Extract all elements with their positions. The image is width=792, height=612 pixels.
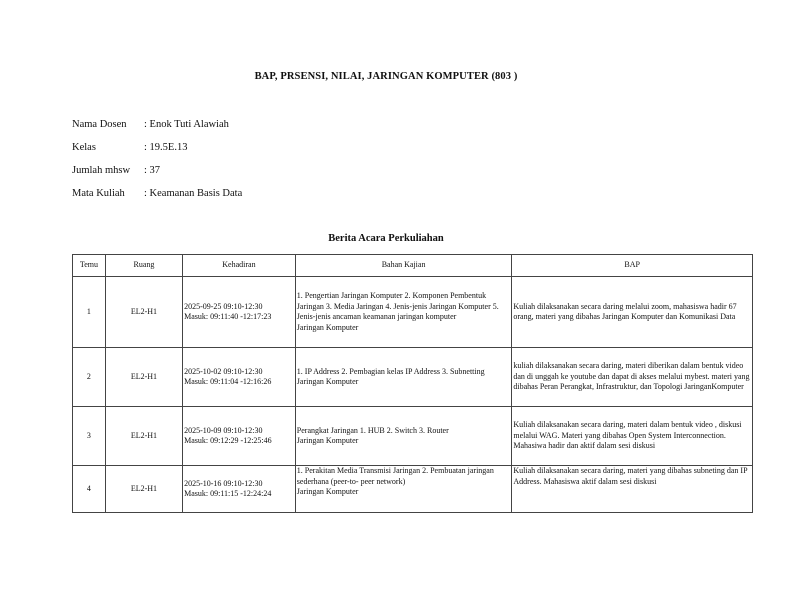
- cell-temu: 2: [73, 348, 106, 407]
- cell-ruang: EL2-H1: [105, 466, 182, 513]
- table-row: [73, 277, 753, 348]
- cell-bahan-kajian: [295, 277, 512, 348]
- document-title: BAP, PRSENSI, NILAI, JARINGAN KOMPUTER (803 ): [254, 71, 518, 82]
- info-label: Jumlah mhsw: [72, 165, 131, 176]
- kehadiran-masuk: Masuk: 09:11:04 -12:16:26: [184, 377, 272, 386]
- table-row: [73, 407, 753, 466]
- bahan-text: 1. Perakitan Media Transmisi Jaringan 2. Pembuatan jaringan sederhana (peer-to- peer network): [296, 466, 494, 486]
- header-bap: BAP: [512, 255, 753, 277]
- header-kehadiran: Kehadiran: [183, 255, 296, 277]
- info-row-dosen: [72, 119, 229, 130]
- cell-kehadiran: [183, 466, 296, 513]
- bahan-subject: Jaringan Komputer: [296, 487, 359, 496]
- info-label: Kelas: [72, 142, 96, 153]
- cell-ruang: EL2-H1: [105, 407, 182, 466]
- table-header-row: [73, 255, 753, 277]
- cell-bap: kuliah dilaksanakan secara daring, materi diberikan dalam bentuk video dan di unggah ke youtube dan dapat di akses melalui mybest. materi yang dibahas Peran Perangkat, Infrastruktur, dan Topologi JaringanKomputer: [512, 348, 753, 407]
- cell-bap: Kuliah dilaksanakan secara daring, materi dalam bentuk video , diskusi melalui WAG. Materi yang dibahas Open System Interconnection. Mahasiwa hadir dan aktif dalam sesi diskusi: [512, 407, 753, 466]
- kehadiran-jadwal: 2025-10-09 09:10-12:30: [184, 425, 263, 435]
- info-value: : 19.5E.13: [144, 142, 188, 153]
- header-temu: Temu: [73, 255, 106, 277]
- info-row-jumlah: [72, 165, 160, 176]
- kehadiran-masuk: Masuk: 09:11:15 -12:24:24: [184, 489, 272, 498]
- cell-temu: 3: [73, 407, 106, 466]
- kehadiran-jadwal: 2025-10-16 09:10-12:30: [184, 478, 263, 488]
- cell-bap: Kuliah dilaksanakan secara daring, materi yang dibahas subneting dan IP Address. Mahasiswa aktif dalam sesi diskusi: [512, 466, 753, 513]
- kehadiran-jadwal: 2025-09-25 09:10-12:30: [184, 301, 263, 311]
- cell-kehadiran: [183, 277, 296, 348]
- cell-bap: Kuliah dilaksanakan secara daring melalui zoom, mahasiswa hadir 67 orang, materi yang dibahas Jaringan Komputer dan Komunikasi Data: [512, 277, 753, 348]
- header-bahan-kajian: Bahan Kajian: [295, 255, 512, 277]
- table-row: [73, 466, 753, 513]
- cell-temu: 1: [73, 277, 106, 348]
- info-value: : Enok Tuti Alawiah: [144, 119, 229, 130]
- cell-bahan-kajian: [295, 407, 512, 466]
- kehadiran-masuk: Masuk: 09:11:40 -12:17:23: [184, 312, 272, 321]
- kehadiran-masuk: Masuk: 09:12:29 -12:25:46: [184, 436, 272, 445]
- bahan-text: 1. Pengertian Jaringan Komputer 2. Komponen Pembentuk Jaringan 3. Media Jaringan 4. Jenis-jenis Jaringan Komputer 5. Jenis-jenis ancaman keamanan jaringan komputer: [296, 291, 499, 321]
- info-value: : Keamanan Basis Data: [144, 188, 243, 199]
- info-value: : 37: [144, 165, 161, 176]
- bahan-text: Perangkat Jaringan 1. HUB 2. Switch 3. Router: [296, 425, 449, 435]
- kehadiran-jadwal: 2025-10-02 09:10-12:30: [184, 366, 263, 376]
- cell-kehadiran: [183, 348, 296, 407]
- bahan-subject: Jaringan Komputer: [296, 377, 359, 386]
- table-caption: Berita Acara Perkuliahan: [328, 233, 444, 244]
- header-ruang: Ruang: [105, 255, 182, 277]
- cell-kehadiran: [183, 407, 296, 466]
- cell-bahan-kajian: [295, 348, 512, 407]
- cell-ruang: EL2-H1: [105, 277, 182, 348]
- cell-bahan-kajian: [295, 466, 512, 513]
- bahan-text: 1. IP Address 2. Pembagian kelas IP Address 3. Subnetting: [296, 366, 485, 376]
- bahan-subject: Jaringan Komputer: [296, 322, 359, 332]
- cell-ruang: EL2-H1: [105, 348, 182, 407]
- table-row: [73, 348, 753, 407]
- info-label: Mata Kuliah: [72, 188, 125, 199]
- info-label: Nama Dosen: [72, 119, 127, 130]
- bap-table: [72, 254, 753, 513]
- info-row-kelas: [72, 142, 187, 153]
- cell-temu: 4: [73, 466, 106, 513]
- bahan-subject: Jaringan Komputer: [296, 436, 359, 445]
- info-row-matkul: [72, 188, 242, 199]
